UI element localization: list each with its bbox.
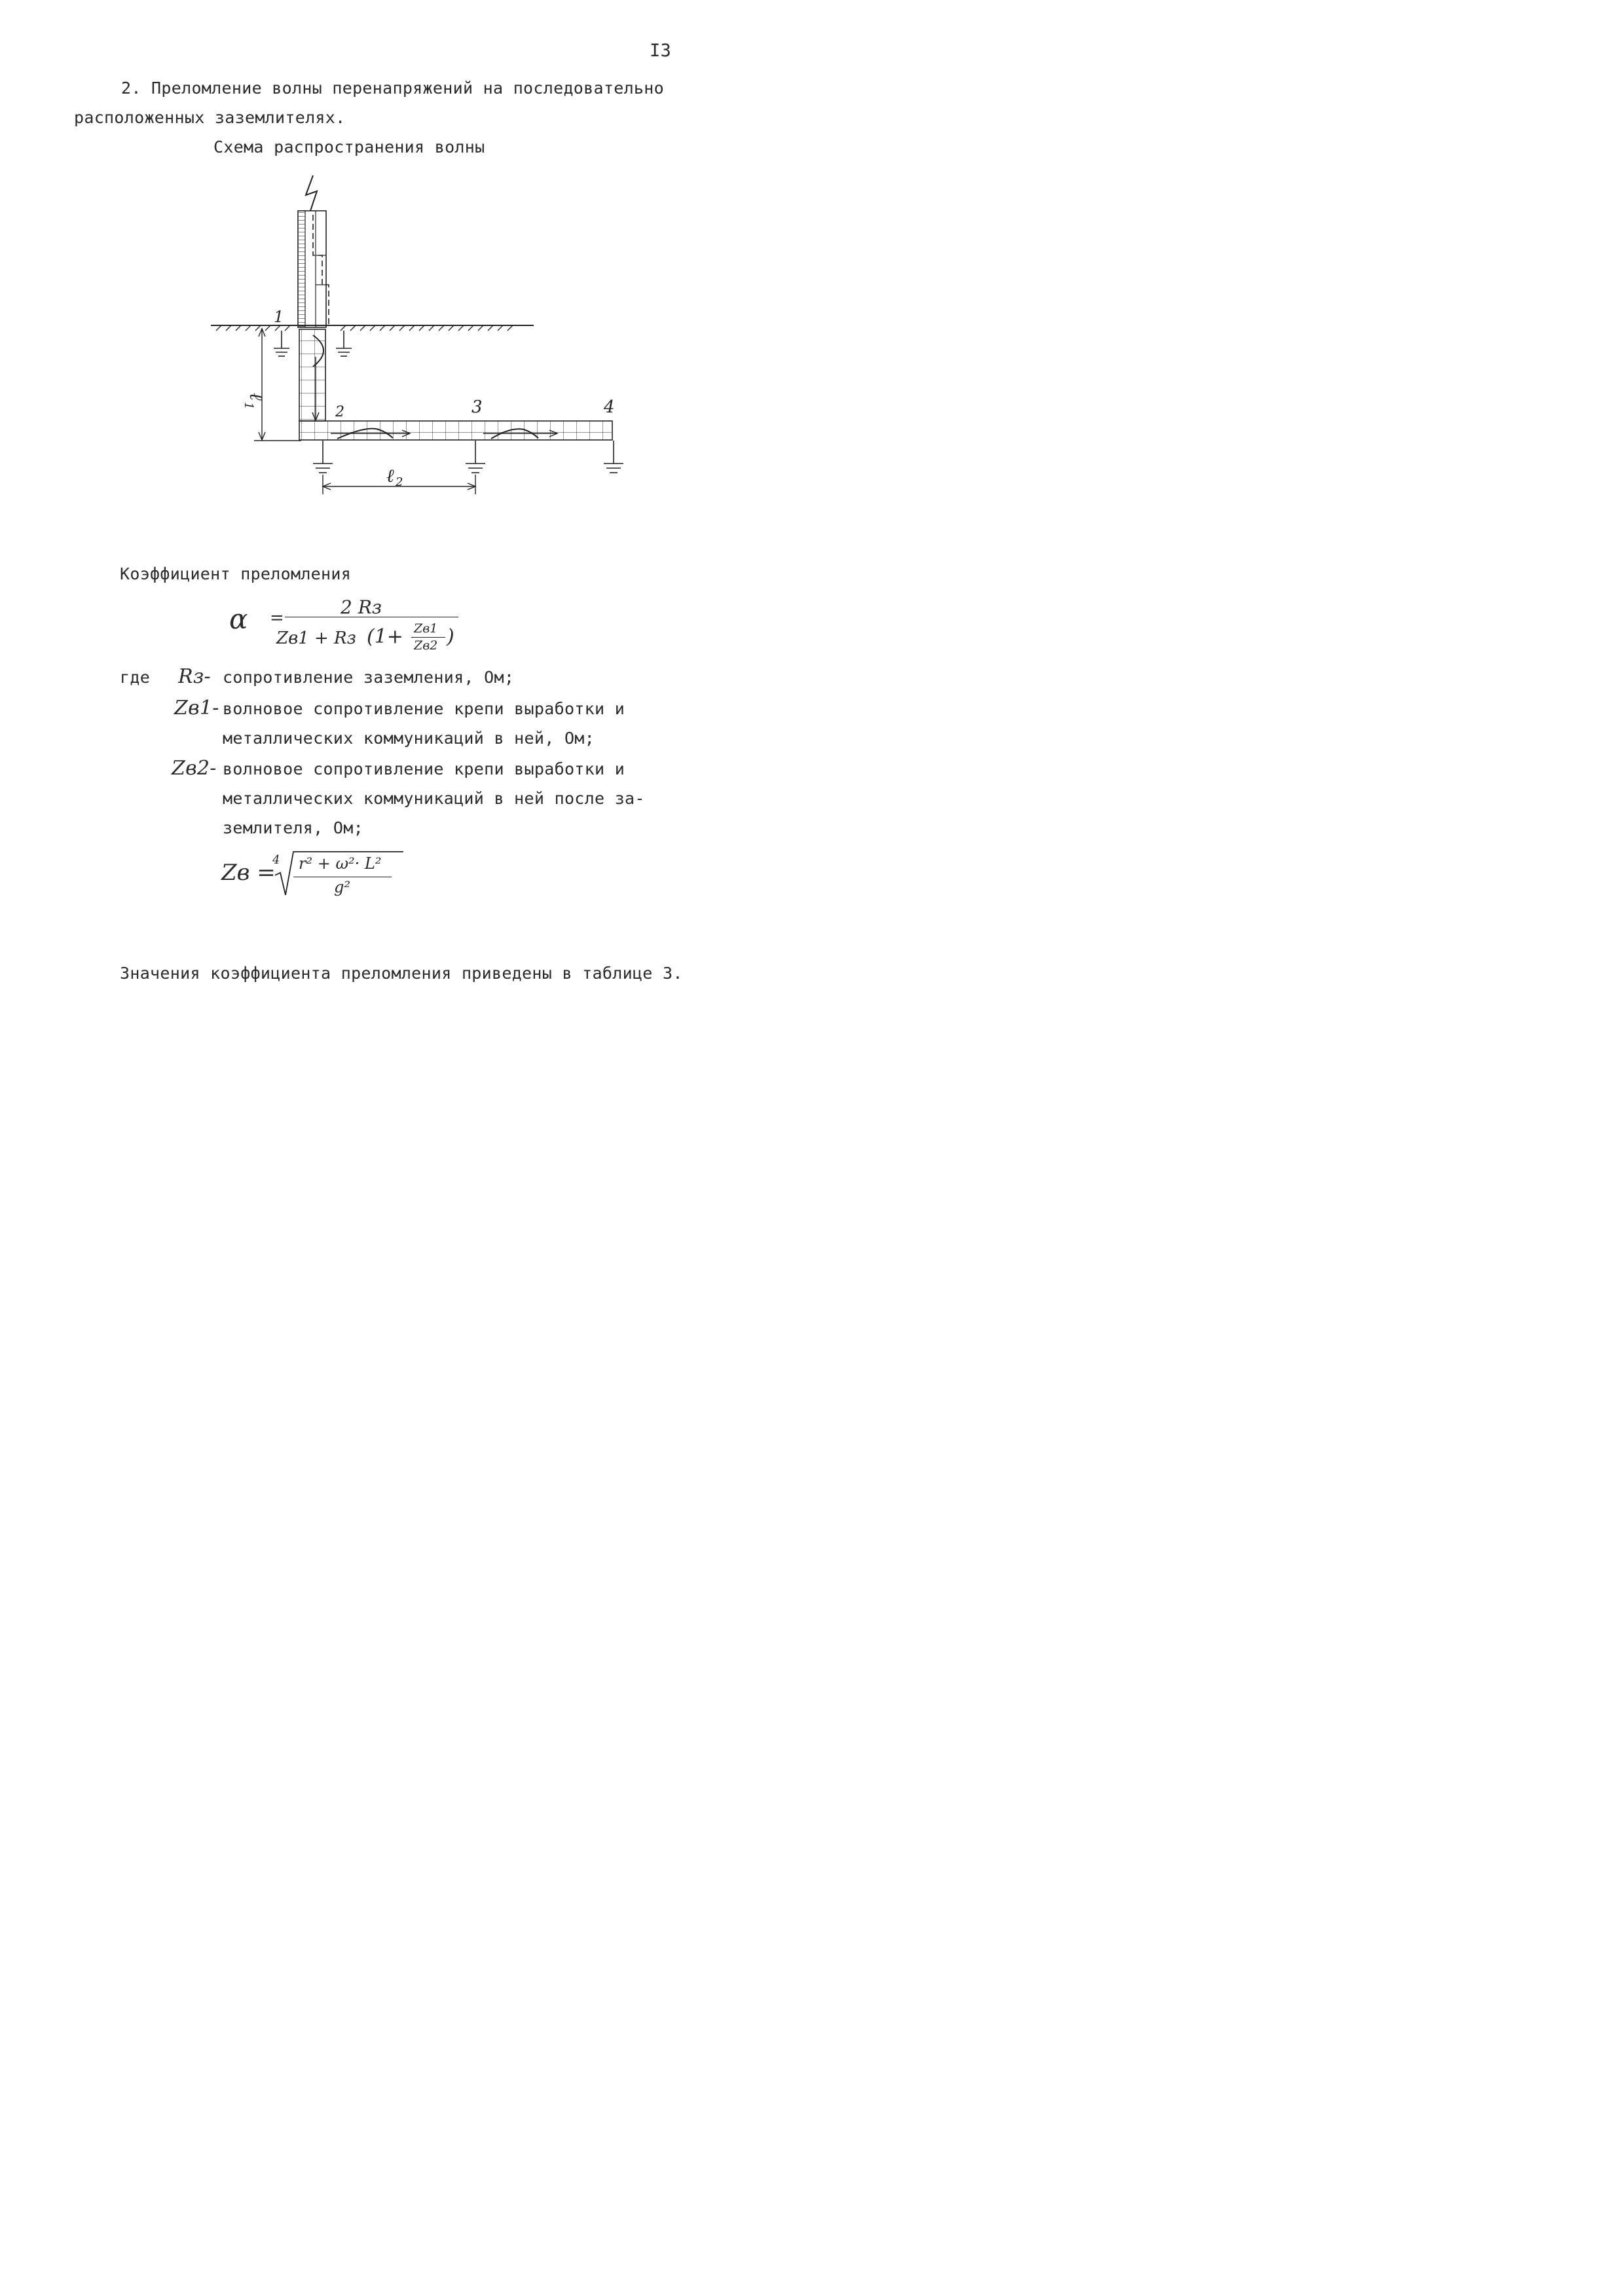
ground-symbol-point-3-icon [466, 441, 485, 473]
definition-zv1-line-1: волновое сопротивление крепи выработки и [223, 699, 625, 718]
ground-symbol-left-icon [274, 331, 289, 356]
ground-surface [211, 325, 534, 331]
definition-rz-line-1: сопротивление заземления, Ом; [223, 668, 515, 687]
ground-symbol-point-2-icon [313, 441, 333, 473]
where-word: где [120, 668, 151, 687]
formula-denominator-c: ) [447, 625, 454, 648]
vertical-shaft [299, 329, 325, 421]
label-l1-subscript: 1 [242, 402, 255, 410]
formula-equals: = [270, 608, 284, 628]
label-point-4: 4 [604, 397, 615, 417]
dimension-l1 [259, 329, 265, 440]
symbol-zv2: Zв2- [172, 757, 217, 780]
lightning-icon [306, 175, 317, 211]
definition-zv2-line-3: землителя, Ом; [223, 818, 363, 837]
zv-numerator: r² + ω²· L² [299, 854, 382, 873]
symbol-zv1: Zв1- [174, 697, 219, 720]
ground-symbol-right-icon [336, 331, 352, 356]
section-heading-line-1: 2. Преломление волны перенапряжений на последовательно [121, 79, 664, 98]
label-point-3: 3 [471, 397, 483, 417]
coefficient-heading: Коэффициент преломления [120, 564, 352, 583]
label-point-1: 1 [274, 308, 284, 326]
formula-inner-denominator: Zв2 [414, 638, 438, 653]
zv-root-index: 4 [272, 853, 280, 867]
formula-alpha: α [229, 603, 248, 635]
tower-structure [298, 211, 329, 327]
formula-denominator-a: Zв1 + Rз [276, 629, 356, 648]
page-number: I3 [650, 41, 672, 61]
diagram-caption: Схема распространения волны [213, 137, 485, 156]
formula-denominator-b: (1+ [367, 625, 403, 648]
zv-denominator: g² [334, 878, 350, 896]
symbol-rz: Rз- [178, 665, 211, 688]
formula-inner-numerator: Zв1 [414, 621, 438, 636]
zv-lhs: Zв = [221, 860, 276, 886]
definition-zv1-line-2: металлических коммуникаций в ней, Ом; [223, 729, 595, 748]
label-l2-subscript: 2 [396, 475, 403, 489]
label-l1: ℓ [246, 393, 267, 401]
wave-impedance-formula [221, 848, 411, 907]
ground-symbol-point-4-icon [604, 441, 623, 473]
formula-inner-fraction-bar [411, 637, 445, 638]
refraction-coefficient-formula [229, 596, 465, 665]
horizontal-drift [299, 421, 612, 440]
formula-numerator: 2 Rз [341, 596, 382, 618]
footer-sentence: Значения коэффициента преломления приведены в таблице 3. [120, 964, 683, 983]
label-point-2: 2 [335, 404, 344, 420]
definition-zv2-line-1: волновое сопротивление крепи выработки и [223, 759, 625, 778]
definition-zv2-line-2: металлических коммуникаций в ней после за- [223, 789, 645, 808]
label-l2: ℓ [386, 465, 394, 486]
section-heading-line-2: расположенных заземлителях. [74, 108, 346, 127]
